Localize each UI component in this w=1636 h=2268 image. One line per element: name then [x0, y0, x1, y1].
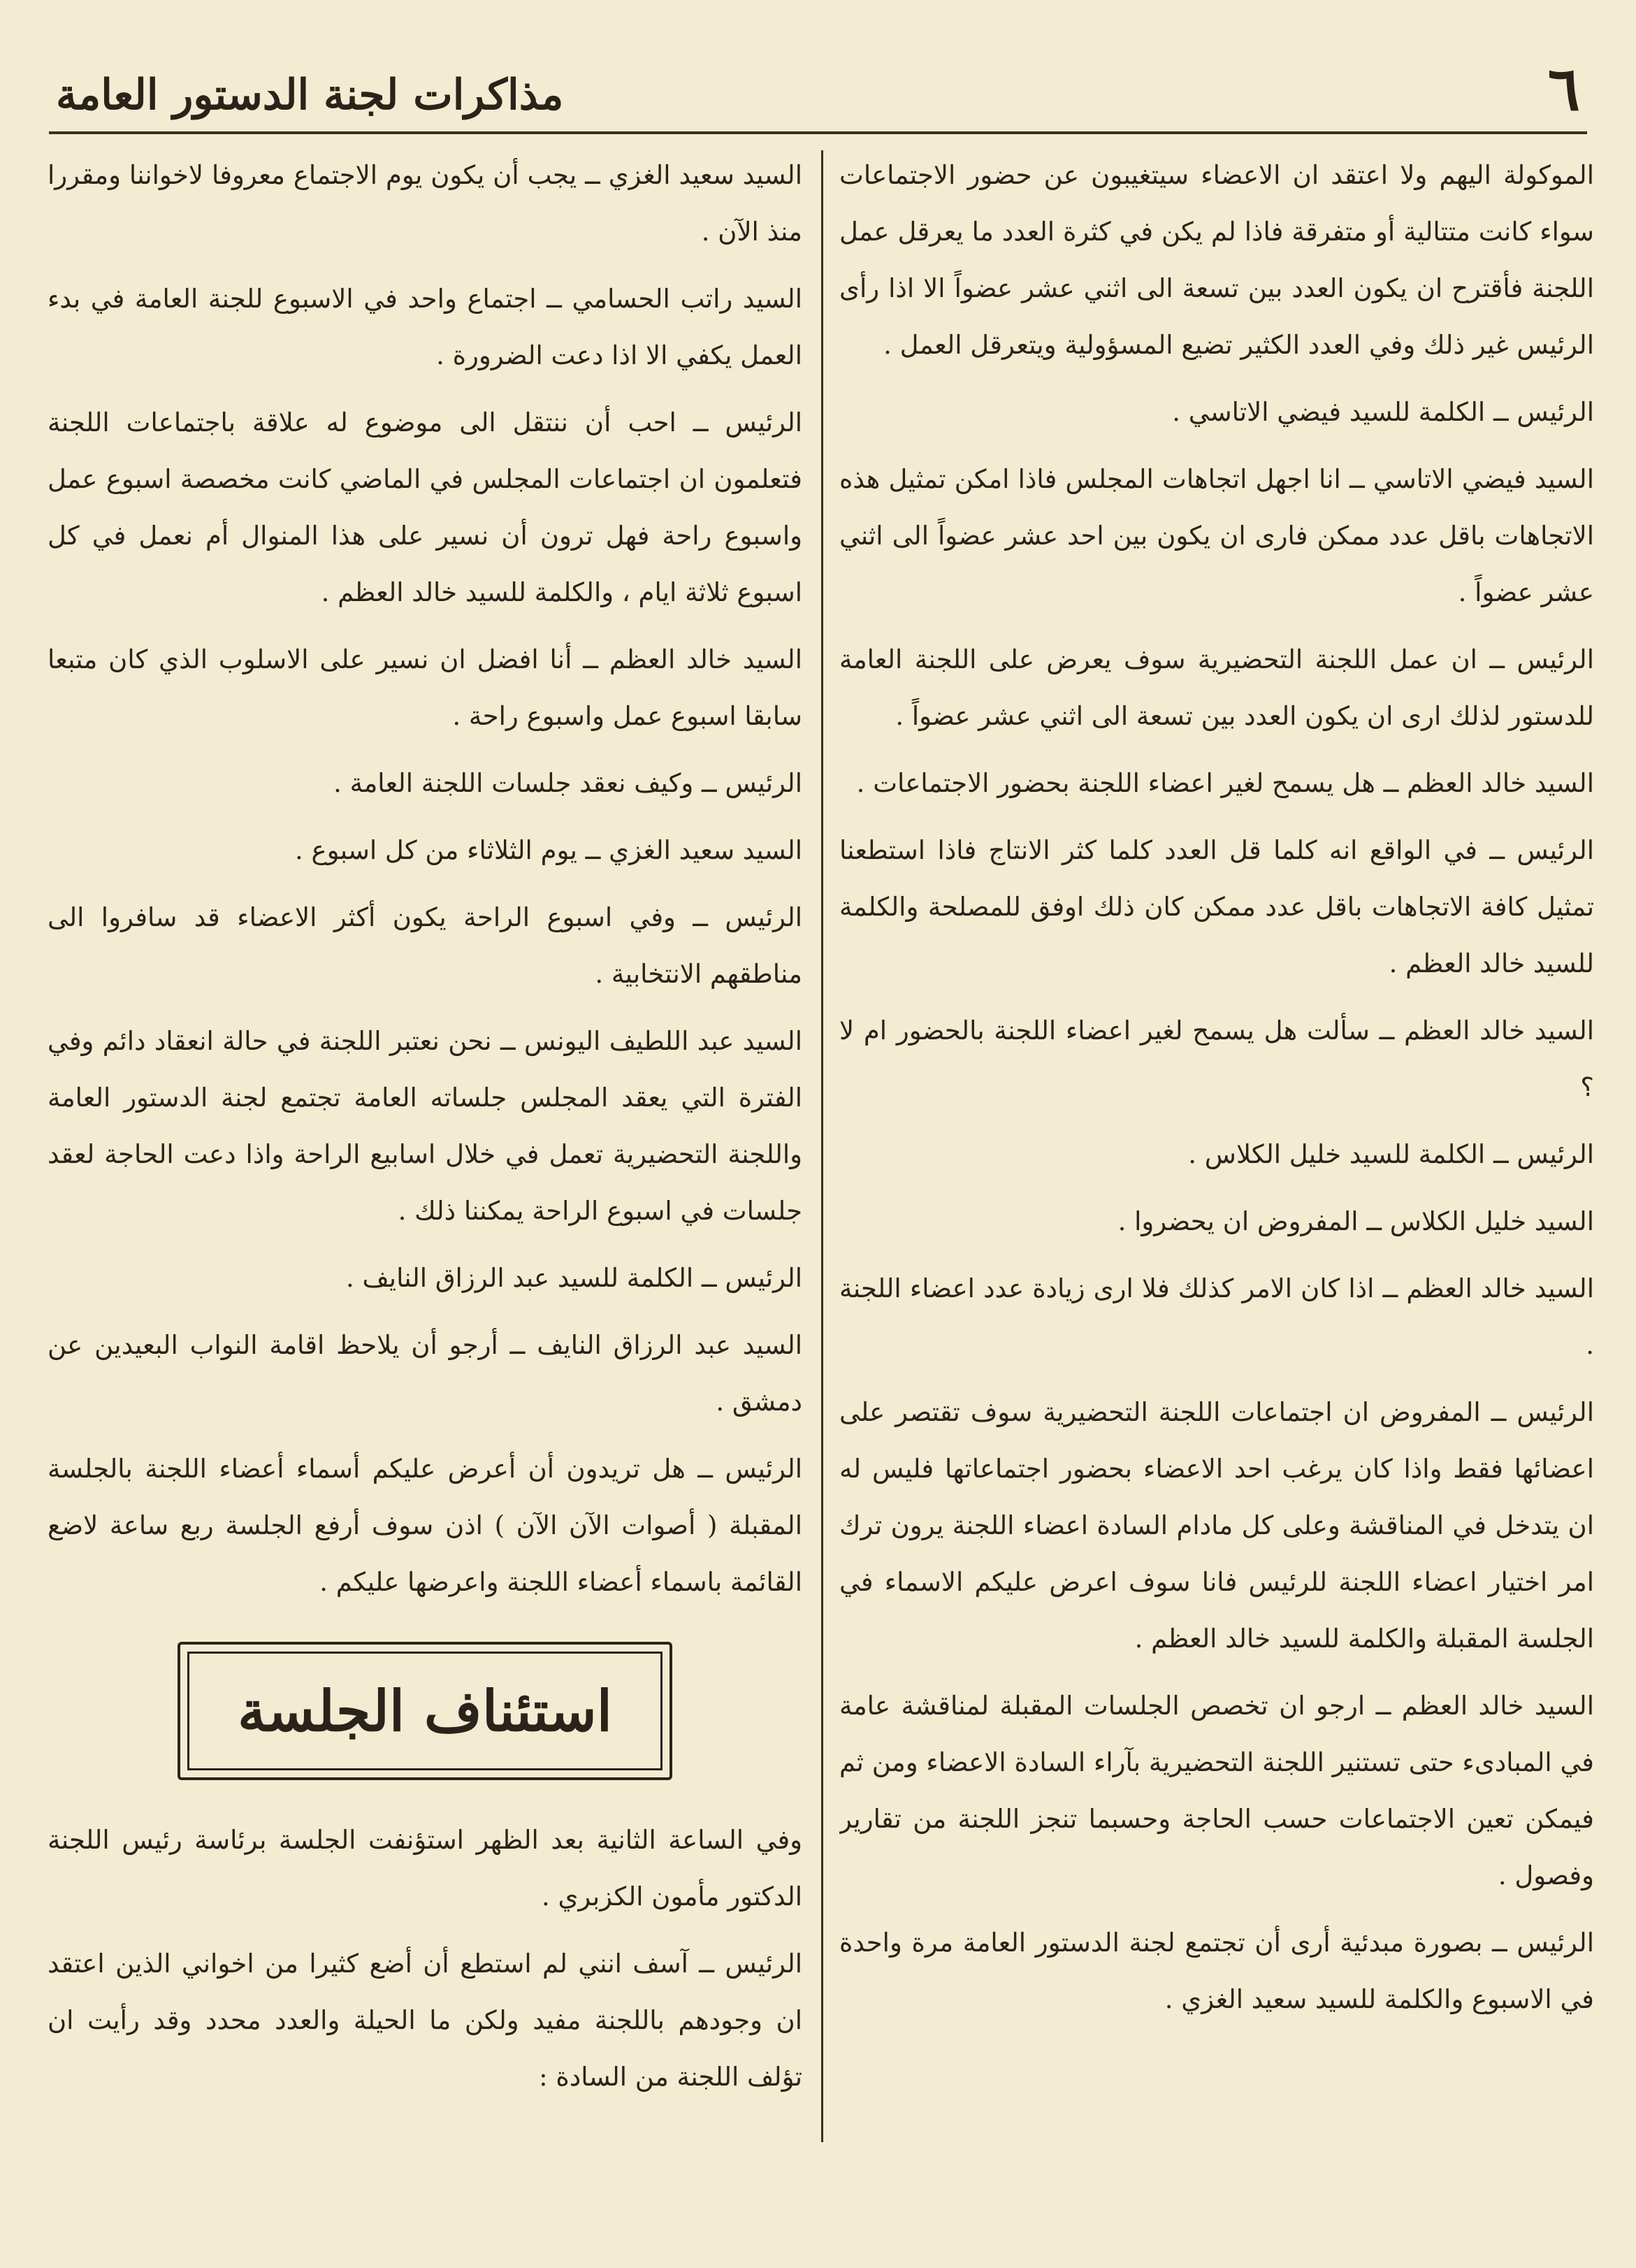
paragraph: الرئيس ــ بصورة مبدئية أرى أن تجتمع لجنة الدستور العامة مرة واحدة في الاسبوع والكلمة للسيد سعيد الغزي . [839, 1928, 1594, 2014]
column-divider [821, 150, 823, 2142]
session-resumption-heading [178, 1642, 672, 1780]
page-number: ٦ [1547, 54, 1580, 124]
paragraph: السيد خالد العظم ــ أنا افضل ان نسير على الاسلوب الذي كان متبعا سابقا اسبوع عمل واسبوع راحة . [48, 644, 802, 731]
paragraph: السيد خالد العظم ــ سألت هل يسمح لغير اعضاء اللجنة بالحضور ام لا ؟ [839, 1016, 1594, 1102]
paragraph: الرئيس ــ احب أن ننتقل الى موضوع له علاقة باجتماعات اللجنة فتعلمون ان اجتماعات المجلس في الماضي كانت مخصصة اسبوع عمل واسبوع راحة فهل ترون أن نسير على هذا المنوال أم نعمل في كل اسبوع ثلاثة ايام ، والكلمة للسيد خالد العظم . [48, 407, 802, 607]
paragraph: السيد خالد العظم ــ اذا كان الامر كذلك فلا ارى زيادة عدد اعضاء اللجنة . [839, 1273, 1594, 1360]
paragraph: الرئيس ــ الكلمة للسيد خليل الكلاس . [1188, 1139, 1594, 1169]
paragraph: الرئيس ــ وكيف نعقد جلسات اللجنة العامة . [333, 768, 802, 798]
page-header [49, 55, 1587, 134]
session-heading-text: استئناف الجلسة [238, 1678, 612, 1744]
paragraph: الرئيس ــ وفي اسبوع الراحة يكون أكثر الاعضاء قد سافروا الى مناطقهم الانتخابية . [48, 902, 802, 989]
paragraph: الرئيس ــ ان عمل اللجنة التحضيرية سوف يعرض على اللجنة العامة للدستور لذلك ارى ان يكون العدد بين تسعة الى اثني عشر عضواً . [839, 644, 1594, 731]
paragraph: السيد خليل الكلاس ــ المفروض ان يحضروا . [1117, 1206, 1594, 1236]
left-column [48, 147, 802, 2237]
paragraph: السيد سعيد الغزي ــ يجب أن يكون يوم الاجتماع معروفا لاخواننا ومقررا منذ الآن . [48, 160, 802, 247]
paragraph: الرئيس ــ في الواقع انه كلما قل العدد كلما كثر الانتاج فاذا استطعنا تمثيل كافة الاتجاهات باقل عدد ممكن كان ذلك اوفق للمصلحة والكلمة للسيد خالد العظم . [839, 835, 1594, 978]
paragraph: وفي الساعة الثانية بعد الظهر استؤنفت الجلسة برئاسة رئيس اللجنة الدكتور مأمون الكزبري . [48, 1825, 802, 1912]
paragraph: السيد خالد العظم ــ هل يسمح لغير اعضاء اللجنة بحضور الاجتماعات . [856, 768, 1594, 798]
paragraph: الرئيس ــ هل تريدون أن أعرض عليكم أسماء أعضاء اللجنة بالجلسة المقبلة ( أصوات الآن الآن ) اذن سوف أرفع الجلسة ربع ساعة لاضع القائمة باسماء أعضاء اللجنة واعرضها عليكم . [48, 1454, 802, 1597]
paragraph: السيد خالد العظم ــ ارجو ان تخصص الجلسات المقبلة لمناقشة عامة في المبادىء حتى تستنير اللجنة التحضيرية بآراء السادة الاعضاء ومن ثم فيمكن تعين الاجتماعات حسب الحاجة وحسبما تنجز اللجنة من تقارير وفصول . [839, 1691, 1594, 1891]
paragraph: الموكولة اليهم ولا اعتقد ان الاعضاء سيتغيبون عن حضور الاجتماعات سواء كانت متتالية أو متفرقة فاذا لم يكن في كثرة العدد ما يعرقل عمل اللجنة فأقترح ان يكون العدد بين تسعة الى اثني عشر عضواً الا اذا رأى الرئيس غير ذلك وفي العدد الكثير تضيع المسؤولية ويتعرقل العمل . [839, 160, 1594, 360]
running-title: مذاكرات لجنة الدستور العامة [56, 71, 564, 120]
paragraph: الرئيس ــ الكلمة للسيد عبد الرزاق النايف . [345, 1263, 802, 1293]
paragraph: السيد راتب الحسامي ــ اجتماع واحد في الاسبوع للجنة العامة في بدء العمل يكفي الا اذا دعت الضرورة . [48, 284, 802, 370]
paragraph: السيد سعيد الغزي ــ يوم الثلاثاء من كل اسبوع . [295, 835, 802, 865]
right-column [839, 147, 1594, 2237]
paragraph: الرئيس ــ الكلمة للسيد فيضي الاتاسي . [1172, 397, 1594, 427]
paragraph: السيد عبد الرزاق النايف ــ أرجو أن يلاحظ اقامة النواب البعيدين عن دمشق . [48, 1330, 802, 1417]
paragraph: الرئيس ــ آسف انني لم استطع أن أضع كثيرا من اخواني الذين اعتقد ان وجودهم باللجنة مفيد ولكن ما الحيلة والعدد محدد وقد رأيت ان تؤلف اللجنة من السادة : [48, 1949, 802, 2092]
paragraph: الرئيس ــ المفروض ان اجتماعات اللجنة التحضيرية سوف تقتصر على اعضائها فقط واذا كان يرغب احد الاعضاء بحضور اجتماعاتها فليس له ان يتدخل في المناقشة وعلى كل مادام السادة اعضاء اللجنة يرون ترك امر اختيار اعضاء اللجنة للرئيس فانا سوف اعرض عليكم الاسماء في الجلسة المقبلة والكلمة للسيد خالد العظم . [839, 1397, 1594, 1654]
paragraph: السيد عبد اللطيف اليونس ــ نحن نعتبر اللجنة في حالة انعقاد دائم وفي الفترة التي يعقد المجلس جلساته العامة تجتمع لجنة الدستور العامة واللجنة التحضيرية تعمل في خلال اسابيع الراحة واذا دعت الحاجة لعقد جلسات في اسبوع الراحة يمكننا ذلك . [48, 1026, 802, 1226]
paragraph: السيد فيضي الاتاسي ــ انا اجهل اتجاهات المجلس فاذا امكن تمثيل هذه الاتجاهات باقل عدد ممكن فارى ان يكون بين احد عشر عضواً الى اثني عشر عضواً . [839, 464, 1594, 607]
